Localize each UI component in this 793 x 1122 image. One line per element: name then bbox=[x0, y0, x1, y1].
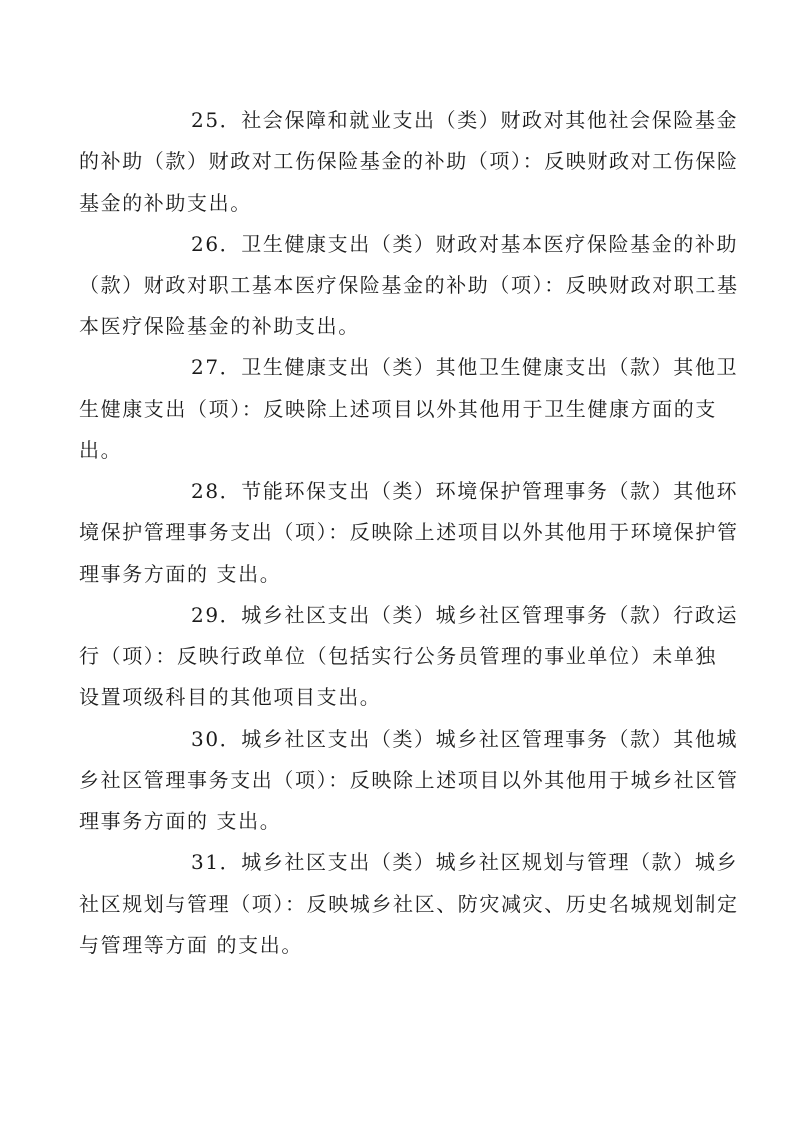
item-28-line-3: 理事务方面的 支出。 bbox=[79, 562, 282, 586]
item-27-line-3: 出。 bbox=[79, 438, 123, 462]
item-25-line-1: 25．社会保障和就业支出（类）财政对其他社会保险基金 bbox=[191, 108, 739, 132]
item-29-line-2: 行（项）：反映行政单位（包括实行公务员管理的事业单位）未单独 bbox=[79, 644, 717, 668]
item-30-line-2: 乡社区管理事务支出（项）：反映除上述项目以外其他用于城乡社区管 bbox=[79, 768, 739, 792]
item-30-line-3: 理事务方面的 支出。 bbox=[79, 809, 282, 833]
item-26-line-1: 26．卫生健康支出（类）财政对基本医疗保险基金的补助 bbox=[191, 232, 739, 256]
item-31-line-1: 31．城乡社区支出（类）城乡社区规划与管理（款）城乡 bbox=[191, 850, 739, 874]
item-31-line-2: 社区规划与管理（项）：反映城乡社区、防灾减灾、历史名城规划制定 bbox=[79, 892, 739, 916]
item-28-line-1: 28．节能环保支出（类）环境保护管理事务（款）其他环 bbox=[191, 479, 739, 503]
item-29-line-3: 设置项级科目的其他项目支出。 bbox=[79, 685, 382, 709]
item-27-line-2: 生健康支出（项）：反映除上述项目以外其他用于卫生健康方面的支 bbox=[79, 397, 717, 421]
item-26-line-3: 本医疗保险基金的补助支出。 bbox=[79, 314, 360, 338]
item-30-line-1: 30．城乡社区支出（类）城乡社区管理事务（款）其他城 bbox=[191, 727, 739, 751]
item-29-line-1: 29．城乡社区支出（类）城乡社区管理事务（款）行政运 bbox=[191, 603, 739, 627]
item-25-line-2: 的补助（款）财政对工伤保险基金的补助（项）：反映财政对工伤保险 bbox=[79, 149, 739, 173]
item-26-line-2: （款）财政对职工基本医疗保险基金的补助（项）：反映财政对职工基 bbox=[79, 273, 739, 297]
item-31-line-3: 与管理等方面 的支出。 bbox=[79, 933, 303, 957]
item-27-line-1: 27．卫生健康支出（类）其他卫生健康支出（款）其他卫 bbox=[191, 355, 739, 379]
item-25-line-3: 基金的补助支出。 bbox=[79, 191, 252, 215]
item-28-line-2: 境保护管理事务支出（项）：反映除上述项目以外其他用于环境保护管 bbox=[79, 520, 739, 544]
